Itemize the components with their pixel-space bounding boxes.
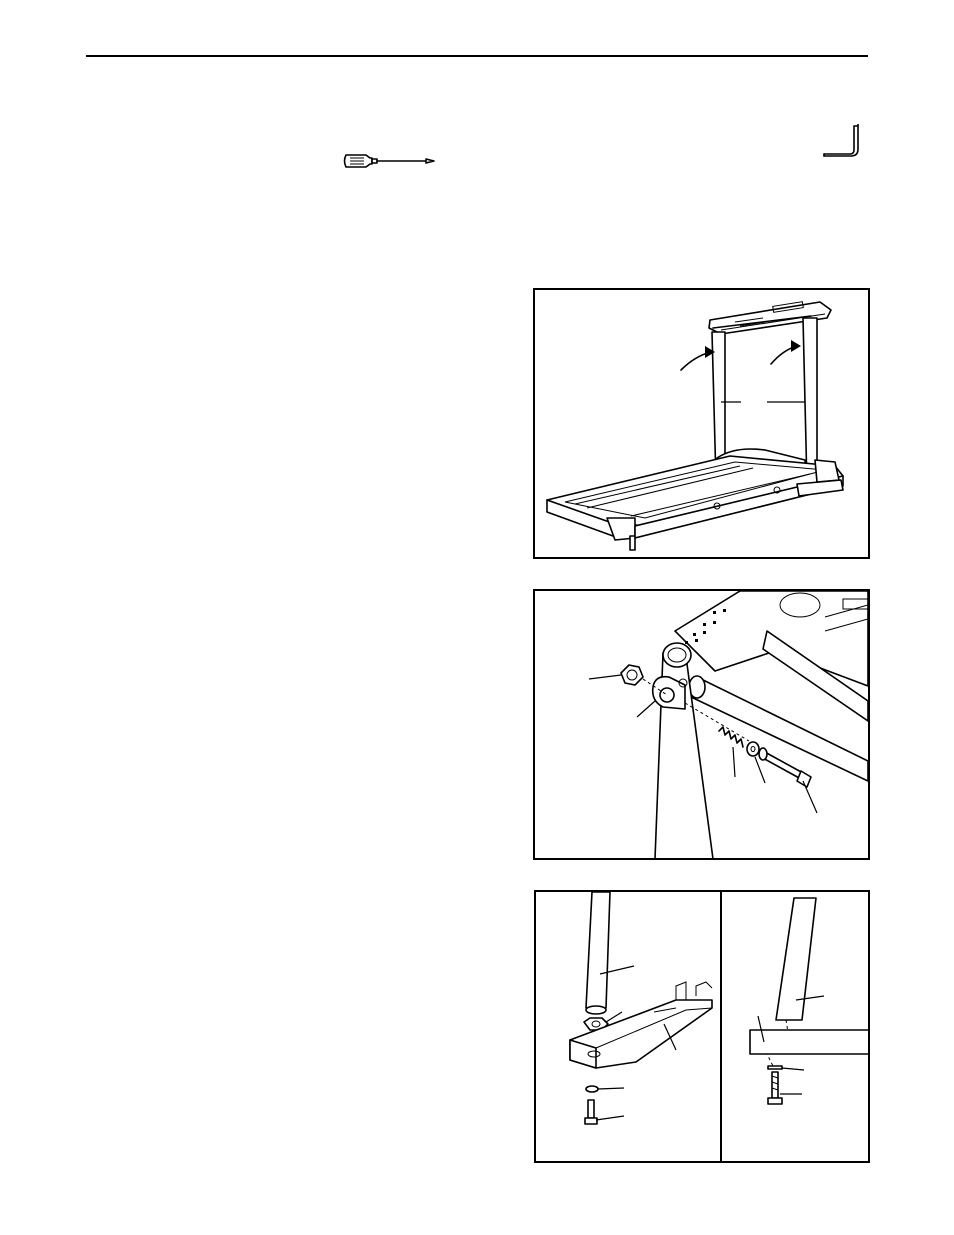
bolt-panel-right	[722, 892, 870, 1161]
hex-key-icon	[820, 124, 864, 158]
treadmill-drawing	[535, 290, 868, 557]
pin-detail-drawing	[535, 591, 868, 858]
figure-pin-detail	[533, 589, 870, 860]
phillips-screwdriver-icon	[342, 150, 438, 172]
figure-treadmill-assembly	[533, 288, 870, 559]
bolt-panel-left	[536, 892, 720, 1161]
header-rule	[86, 55, 868, 57]
figure-base-bolt-detail	[534, 890, 870, 1163]
